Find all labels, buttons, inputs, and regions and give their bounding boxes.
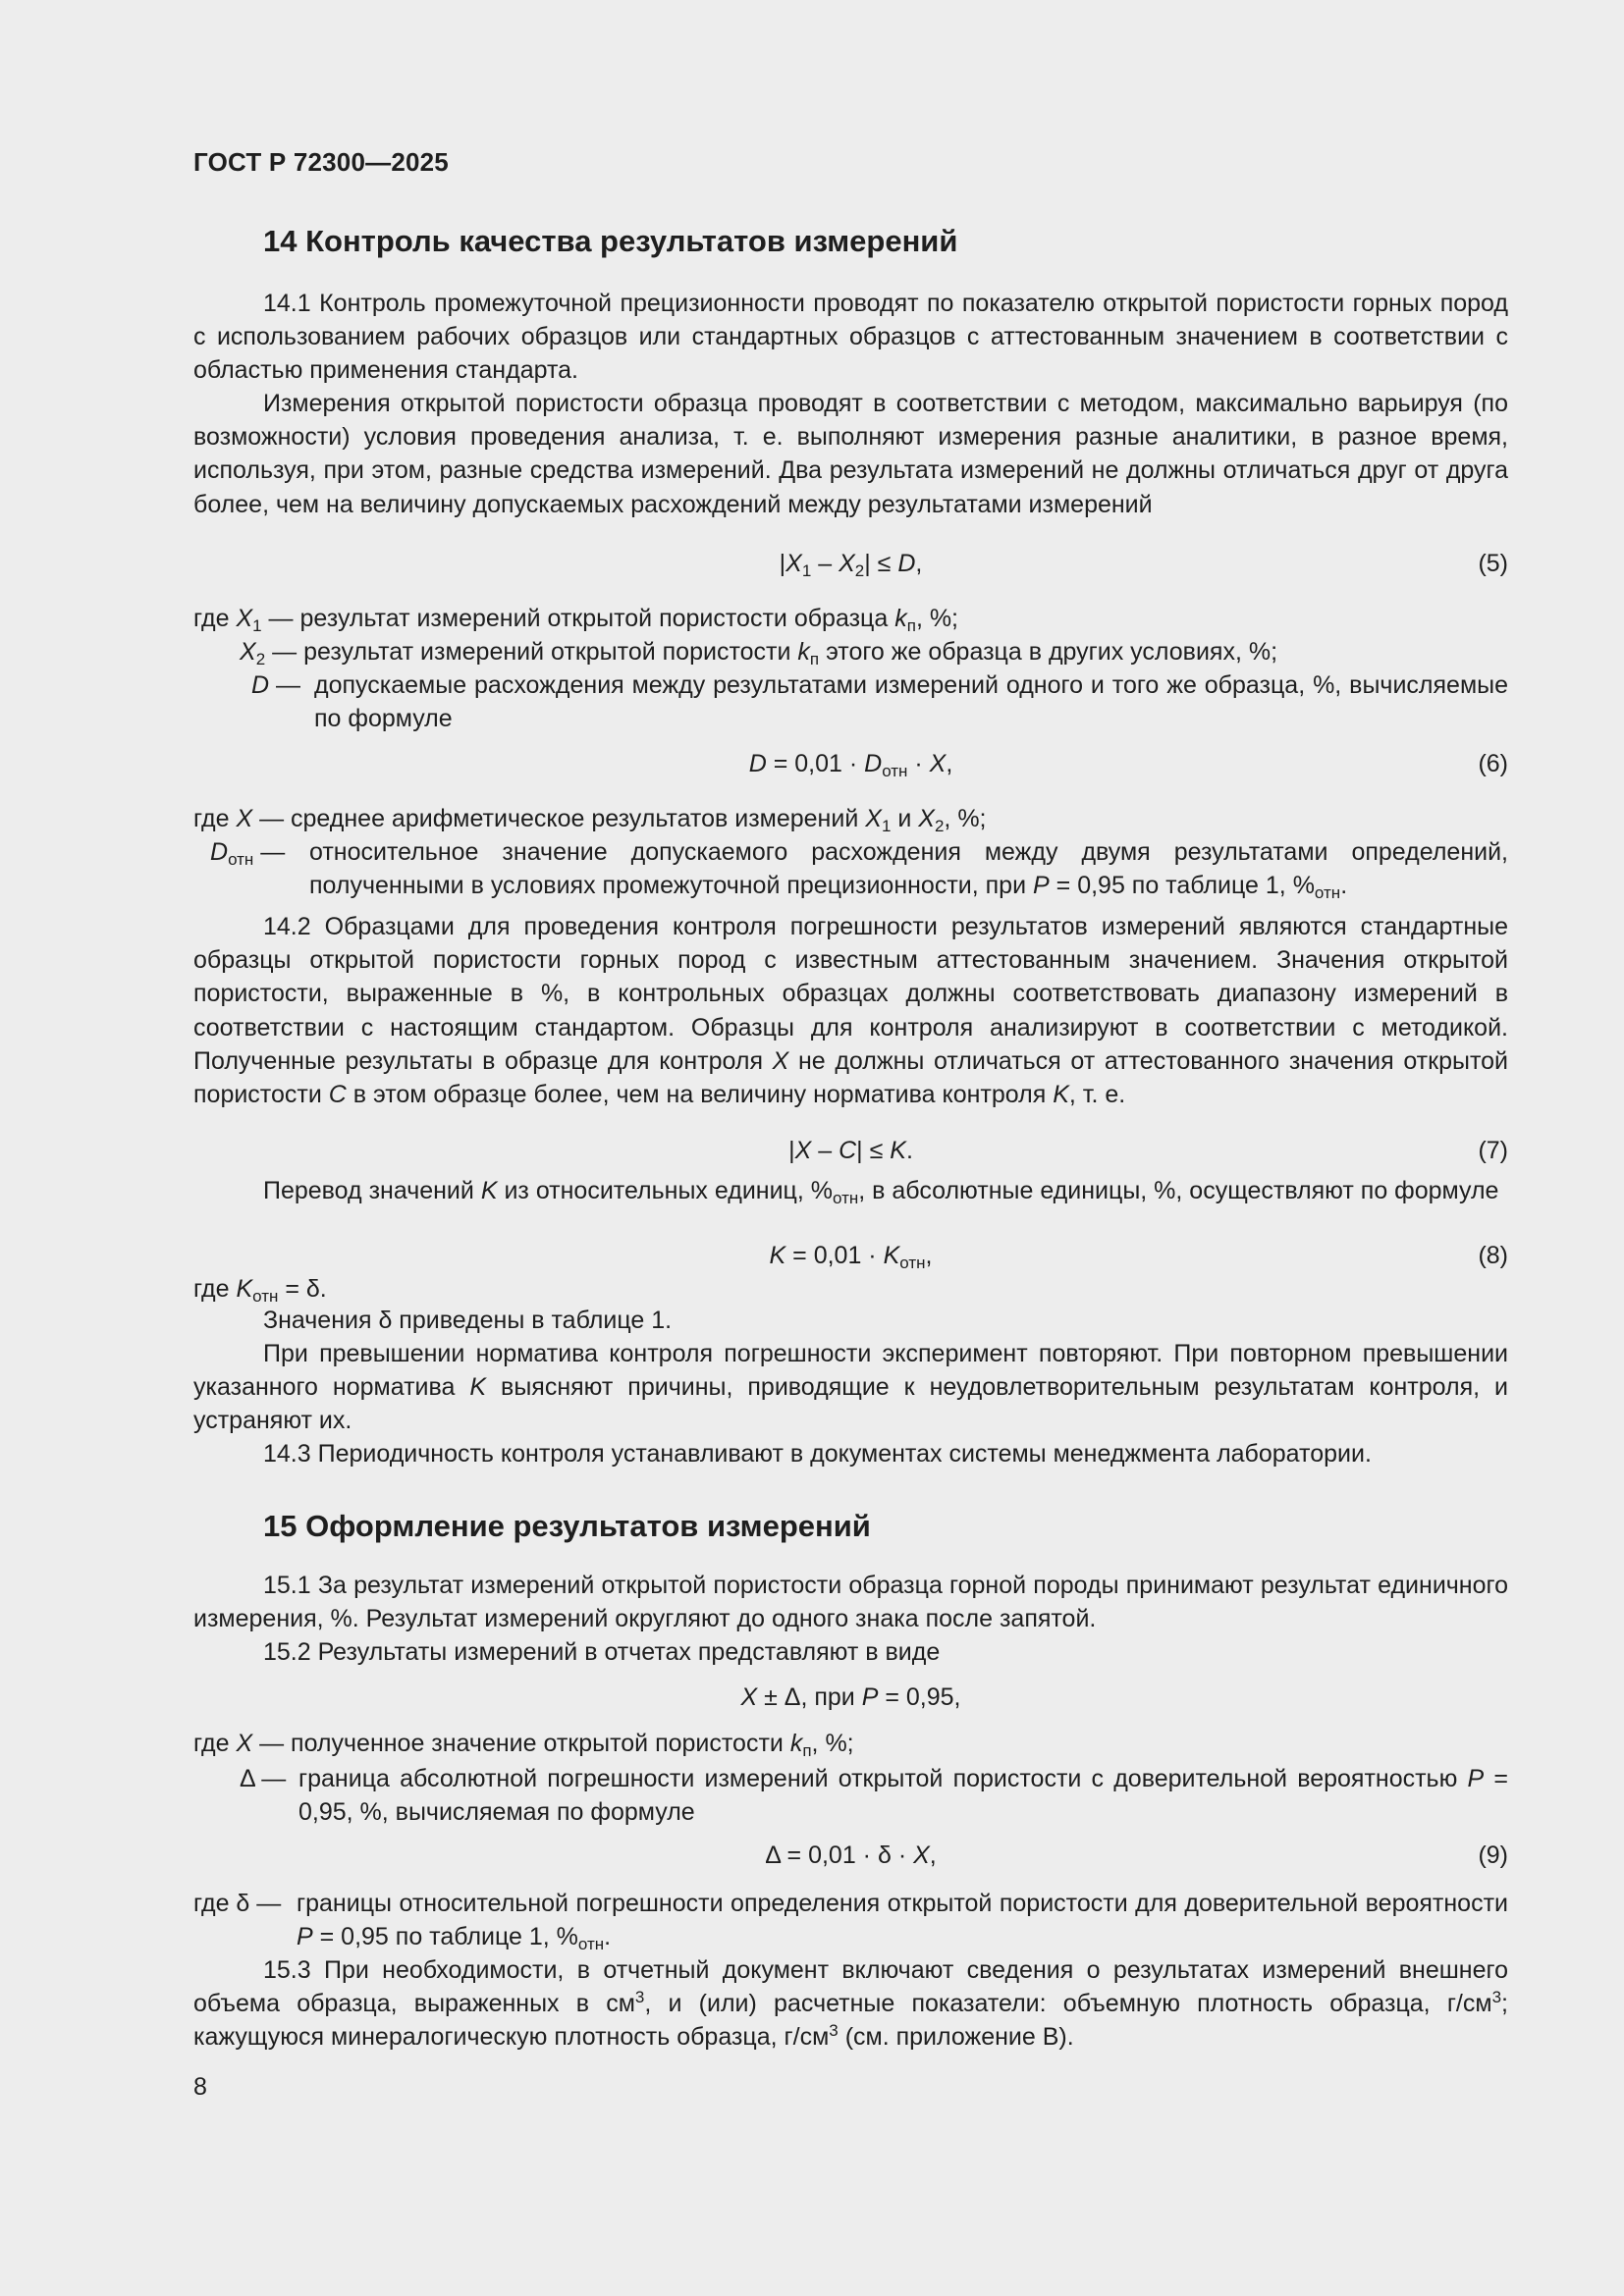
paragraph-14-3: 14.3 Периодичность контроля устанавливают в документах системы менеджмента лаборатории. bbox=[263, 1440, 1372, 1468]
formula-9: Δ = 0,01 · δ · X, bbox=[765, 1842, 937, 1869]
paragraph-delta-values: Значения δ приведены в таблице 1. bbox=[263, 1307, 673, 1334]
formula-8: $K = 0,01 \cdot K_{отн}$, bbox=[769, 1242, 933, 1272]
formula-8-number: (8) bbox=[1478, 1242, 1508, 1269]
paragraph-14-1: 14.1 Контроль промежуточной прецизионности проводят по показателю открытой пористости горных пород с использованием рабочих образцов или стандартных образцов с аттестованным значением в соответствии с областью применения стандарта. bbox=[193, 290, 1508, 385]
where-x2-line: $X_2$ — результат измерений открытой пористости $k_п$ этого же образца в других условиях, %; bbox=[240, 638, 1278, 668]
where-x-result-line: где X — полученное значение открытой пористости $k_п$, %; bbox=[193, 1730, 854, 1760]
paragraph-15-3: 15.3 При необходимости, в отчетный документ включают сведения о результатах измерений внешнего объема образца, выраженных в $см^3$, и (или) расчетные показатели: объемную плотность образца, $г/см^3$; кажущуюся минералогическую плотность образца, $г/см^3$ (см. приложение В). bbox=[193, 1956, 1508, 2052]
page-number: 8 bbox=[193, 2073, 207, 2101]
where-delta-label: Δ — bbox=[240, 1765, 287, 1792]
section-15-title: 15 Оформление результатов измерений bbox=[263, 1509, 871, 1543]
where-small-delta-label: где δ — bbox=[193, 1890, 282, 1917]
formula-6-number: (6) bbox=[1478, 750, 1508, 777]
paragraph-exceed: При превышении норматива контроля погрешности эксперимент повторяют. При повторном превышении указанного норматива K выясняют причины, приводящие к неудовлетворительным результатам контроля, и устраняют их. bbox=[193, 1340, 1508, 1435]
document-id-header: ГОСТ Р 72300—2025 bbox=[193, 147, 449, 177]
where-delta-text: граница абсолютной погрешности измерений открытой пористости с доверительной вероятностью P = 0,95, %, вычисляемая по формуле bbox=[298, 1765, 1509, 1826]
where-kotn-line: где $K_{отн} = \delta$. bbox=[193, 1275, 327, 1306]
paragraph-15-1: 15.1 За результат измерений открытой пористости образца горной породы принимают результат единичного измерения, %. Результат измерений округляют до одного знака после запятой. bbox=[193, 1572, 1508, 1633]
where-small-delta-text: границы относительной погрешности определения открытой пористости для доверительной вероятности P = 0,95 по таблице 1, $\%_{отн}$. bbox=[297, 1890, 1508, 1953]
formula-5-number: (5) bbox=[1478, 550, 1508, 577]
formula-9-number: (9) bbox=[1478, 1842, 1508, 1869]
formula-7: |X – C| ≤ K. bbox=[788, 1137, 913, 1164]
where-dotn-text: относительное значение допускаемого расхождения между двумя результатами определений, полученными в условиях промежуточной прецизионности, при P = 0,95 по таблице 1, $\%_{отн}$. bbox=[309, 838, 1508, 902]
section-14-title: 14 Контроль качества результатов измерений bbox=[263, 224, 958, 258]
paragraph-15-2: 15.2 Результаты измерений в отчетах представляют в виде bbox=[263, 1638, 941, 1666]
formula-5: $|X_1 - X_2| \le D$, bbox=[779, 550, 923, 580]
formula-result: X ± Δ, при P = 0,95, bbox=[740, 1683, 961, 1711]
paragraph-14-2: 14.2 Образцами для проведения контроля погрешности результатов измерений являются стандартные образцы открытой пористости горных пород с известным аттестованным значением. Значения открытой пористости, выраженные в %, в контрольных образцах должны соответствовать диапазону измерений в соответствии с настоящим стандартом. Образцы для контроля анализируют в соответствии с методикой. Полученные результаты в образце для контроля X не должны отличаться от аттестованного значения открытой пористости C в этом образце более, чем на величину норматива контроля K, т. е. bbox=[193, 913, 1508, 1109]
formula-6: $D = 0,01 \cdot D_{отн} \cdot X$, bbox=[748, 750, 953, 780]
where-d-label: D — bbox=[251, 671, 301, 699]
where-x1-line: где $X_1$ — результат измерений открытой пористости образца $k_п$, %; bbox=[193, 605, 959, 635]
paragraph-14-1-measurements: Измерения открытой пористости образца проводят в соответствии с методом, максимально варьируя (по возможности) условия проведения анализа, т. е. выполняют измерения разные аналитики, в разное время, используя, при этом, разные средства измерений. Два результата измерений не должны отличаться друг от друга более, чем на величину допускаемых расхождений между результатами измерений bbox=[193, 390, 1508, 518]
where-x-line: где X — среднее арифметическое результатов измерений $X_1$ и $X_2$, %; bbox=[193, 805, 987, 835]
formula-7-number: (7) bbox=[1478, 1137, 1508, 1164]
paragraph-conversion: Перевод значений K из относительных единиц, $\%_{отн}$, в абсолютные единицы, %, осуществляют по формуле bbox=[263, 1177, 1499, 1207]
where-dotn-label: $D_{отн}$ — bbox=[210, 838, 286, 869]
where-d-text: допускаемые расхождения между результатами измерений одного и того же образца, %, вычисляемые по формуле bbox=[314, 671, 1508, 732]
